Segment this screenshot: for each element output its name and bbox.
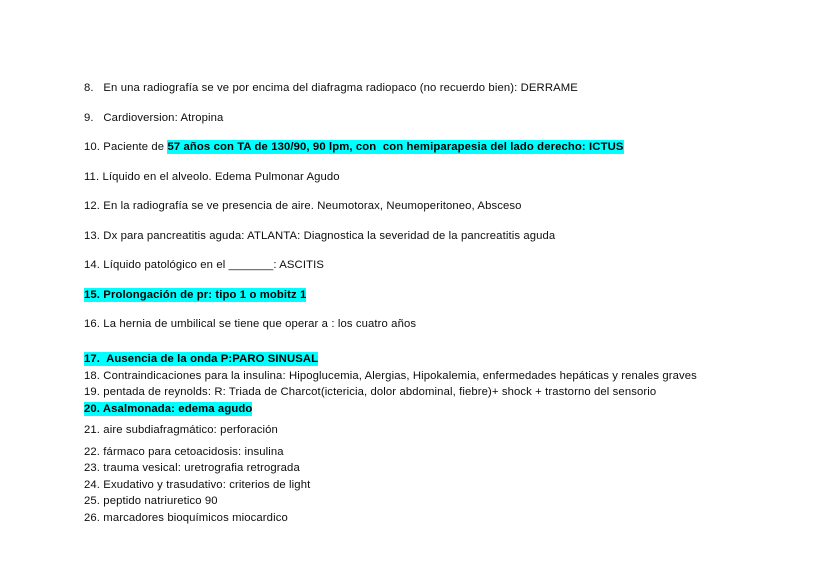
numbered-list (84, 82, 784, 528)
list-item-10 (84, 141, 784, 154)
list-item-16: 16. La hernia de umbilical se tiene que operar a : los cuatro años (84, 318, 417, 330)
list-item-18: 18. Contraindicaciones para la insulina: Hipoglucemia, Alergias, Hipokalemia, enfermedades hepáticas y renales graves (84, 369, 697, 382)
list-item-24: 24. Exudativo y trasudativo: criterios de light (84, 478, 311, 491)
list-item-11: 11. Líquido en el alveolo. Edema Pulmonar Agudo (84, 170, 340, 183)
list-item-17-highlight: 17. Ausencia de la onda P:PARO SINUSAL (84, 353, 319, 365)
list-item-10-highlight: 57 años con TA de 130/90, 90 lpm, con con hemiparapesia del lado derecho: ICTUS (167, 141, 624, 153)
list-item-10-prefix: 10. Paciente de (84, 141, 168, 153)
list-item-14: 14. Líquido patológico en el _______: ASCITIS (84, 259, 324, 271)
list-item-17 (84, 353, 784, 366)
list-item-9: 9. Cardioversion: Atropina (84, 111, 224, 124)
list-item-13: 13. Dx para pancreatitis aguda: ATLANTA: Diagnostica la severidad de la pancreatitis aguda (84, 229, 556, 242)
list-item-21: 21. aire subdiafragmático: perforación (84, 424, 278, 436)
list-item-20-highlight: 20. Asalmonada: edema agudo (84, 402, 253, 415)
list-item-12: 12. En la radiografía se ve presencia de aire. Neumotorax, Neumoperitoneo, Absceso (84, 200, 522, 212)
list-item-22: 22. fármaco para cetoacidosis: insulina (84, 445, 284, 458)
list-item-25: 25. peptido natriuretico 90 (84, 495, 218, 507)
list-item-26: 26. marcadores bioquímicos miocardico (84, 511, 288, 524)
list-item-15-highlight: 15. Prolongación de pr: tipo 1 o mobitz 1 (84, 288, 307, 301)
list-item-19: 19. pentada de reynolds: R: Triada de Charcot(ictericia, dolor abdominal, fiebre)+ shock + trastorno del sensorio (84, 386, 657, 398)
list-item-20 (84, 403, 784, 416)
list-item-15 (84, 289, 784, 302)
list-item-8: 8. En una radiografía se ve por encima del diafragma radiopaco (no recuerdo bien): DERRAME (84, 82, 578, 94)
list-item-23: 23. trauma vesical: uretrografia retrograda (84, 462, 300, 474)
